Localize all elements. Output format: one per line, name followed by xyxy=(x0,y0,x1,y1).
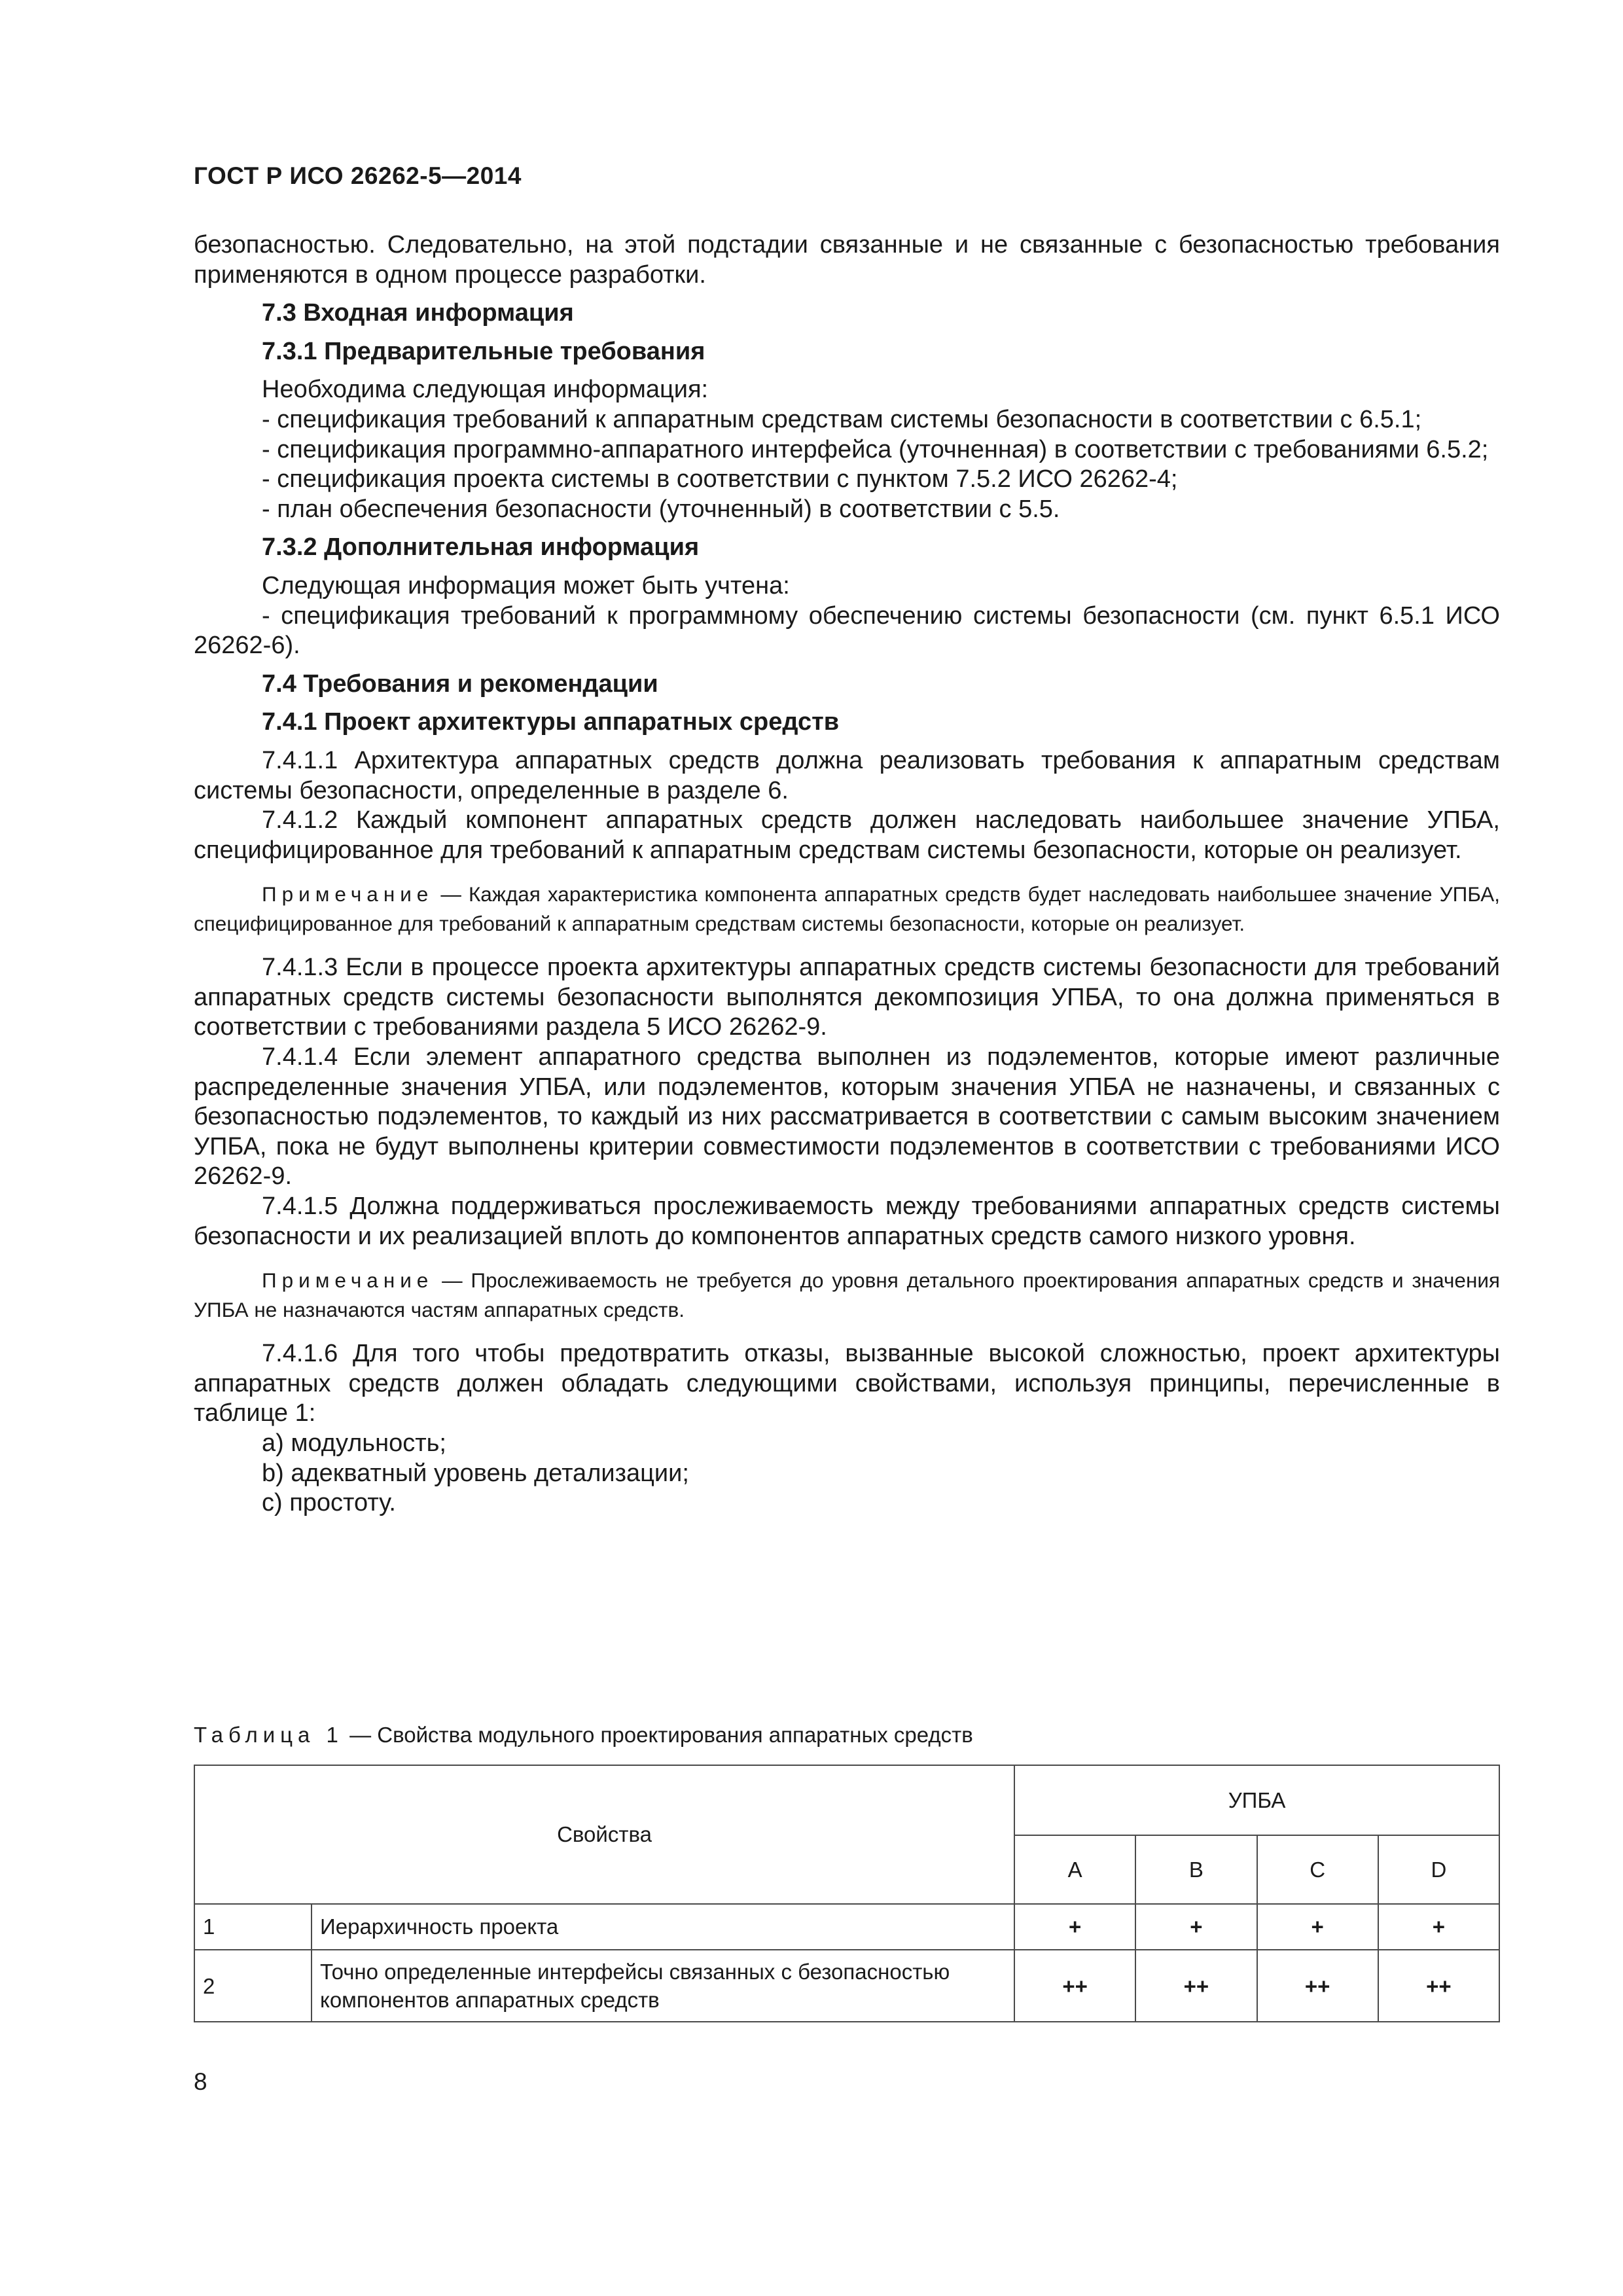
clause-7-4-1-2: 7.4.1.2 Каждый компонент аппаратных средств должен наследовать наибольшее значение УПБА, специфицированное для требований к аппаратным средствам системы безопасности, которые он реализует. xyxy=(194,806,1500,864)
header-properties: Свойства xyxy=(194,1765,1014,1904)
list-item: - спецификация требований к аппаратным средствам системы безопасности в соответствии с 6.5.1; xyxy=(262,405,1422,433)
list-item: c) простоту. xyxy=(262,1489,396,1517)
header-level-c: C xyxy=(1257,1835,1378,1904)
clause-7-4-1-5: 7.4.1.5 Должна поддерживаться прослеживаемость между требованиями аппаратных средств системы безопасности и их реализацией вплоть до компонентов аппаратных средств самого низкого уровня. xyxy=(194,1193,1500,1250)
table-row xyxy=(194,1904,1499,1950)
list-item: - спецификация требований к программному обеспечению системы безопасности (см. пункт 6.5.1 ИСО 26262-6). xyxy=(194,601,1500,660)
paragraph-intro: Следующая информация может быть учтена: xyxy=(262,571,790,600)
section-heading-7-3: 7.3 Входная информация xyxy=(262,299,574,327)
row-mark: + xyxy=(1257,1904,1378,1950)
list-item: - спецификация программно-аппаратного интерфейса (уточненная) в соответствии с требованиями 6.5.2; xyxy=(262,435,1489,463)
table-caption-label: Таблица 1 xyxy=(194,1723,344,1747)
list-item: a) модульность; xyxy=(262,1429,446,1457)
properties-table xyxy=(194,1765,1500,2022)
header-upba: УПБА xyxy=(1014,1765,1499,1835)
row-mark: ++ xyxy=(1135,1950,1257,2022)
page-number: 8 xyxy=(194,2068,207,2095)
section-heading-7-4-1: 7.4.1 Проект архитектуры аппаратных средств xyxy=(262,708,840,736)
table-caption xyxy=(194,1720,973,1749)
row-mark: + xyxy=(1378,1904,1499,1950)
row-number: 2 xyxy=(194,1950,312,2022)
list-item: - спецификация проекта системы в соответствии с пунктом 7.5.2 ИСО 26262-4; xyxy=(262,465,1178,493)
row-mark: ++ xyxy=(1378,1950,1499,2022)
note-label: Примечание xyxy=(262,882,434,906)
list-item: - план обеспечения безопасности (уточненный) в соответствии с 5.5. xyxy=(262,495,1060,523)
row-mark: ++ xyxy=(1014,1950,1135,2022)
table-row xyxy=(194,1950,1499,2022)
row-mark: ++ xyxy=(1257,1950,1378,2022)
paragraph-continuation: безопасностью. Следовательно, на этой подстадии связанные и не связанные с безопасностью требования применяются в одном процессе разработки. xyxy=(194,231,1500,289)
section-heading-7-3-2: 7.3.2 Дополнительная информация xyxy=(262,533,700,562)
body-text xyxy=(194,230,1500,1518)
table-caption-text: — Свойства модульного проектирования аппаратных средств xyxy=(343,1723,973,1747)
header-level-b: B xyxy=(1135,1835,1257,1904)
note-label: Примечание xyxy=(262,1268,434,1293)
clause-7-4-1-6: 7.4.1.6 Для того чтобы предотвратить отказы, вызванные высокой сложностью, проект архитектуры аппаратных средств должен обладать следующими свойствами, используя принципы, перечисленные в таблице 1: xyxy=(194,1340,1500,1427)
clause-7-4-1-1: 7.4.1.1 Архитектура аппаратных средств должна реализовать требования к аппаратным средствам системы безопасности, определенные в разделе 6. xyxy=(194,746,1500,804)
section-heading-7-3-1: 7.3.1 Предварительные требования xyxy=(262,337,705,365)
clause-7-4-1-3: 7.4.1.3 Если в процессе проекта архитектуры аппаратных средств системы безопасности для требований аппаратных средств системы безопасности выполнятся декомпозиция УПБА, то она должна применяться в соответствии с требованиями раздела 5 ИСО 26262-9. xyxy=(194,954,1500,1041)
row-property: Иерархичность проекта xyxy=(312,1904,1014,1950)
note xyxy=(194,880,1500,939)
paragraph-intro: Необходима следующая информация: xyxy=(262,376,709,404)
header-level-a: A xyxy=(1014,1835,1135,1904)
section-heading-7-4: 7.4 Требования и рекомендации xyxy=(262,670,658,698)
header-level-d: D xyxy=(1378,1835,1499,1904)
document-header: ГОСТ Р ИСО 26262-5—2014 xyxy=(194,162,522,189)
row-property: Точно определенные интерфейсы связанных с безопасностью компонентов аппаратных средств xyxy=(312,1950,1014,2022)
row-mark: + xyxy=(1135,1904,1257,1950)
row-mark: + xyxy=(1014,1904,1135,1950)
note-text: — Каждая характеристика компонента аппаратных средств будет наследовать наибольшее значение УПБА, специфицированное для требований к аппаратным средствам системы безопасности, которые он реализует. xyxy=(194,882,1500,936)
note xyxy=(194,1266,1500,1325)
note-text: — Прослеживаемость не требуется до уровня детального проектирования аппаратных средств и значения УПБА не назначаются частям аппаратных средств. xyxy=(194,1268,1500,1322)
row-number: 1 xyxy=(194,1904,312,1950)
table-header-row xyxy=(194,1765,1499,1835)
clause-7-4-1-4: 7.4.1.4 Если элемент аппаратного средства выполнен из подэлементов, которые имеют различные распределенные значения УПБА, или подэлементов, которым значения УПБА не назначены, и связанных с безопасностью подэлементов, то каждый из них рассматривается в соответствии с самым высоким значением УПБА, пока не будут выполнены критерии совместимости подэлементов в соответствии с требованиями ИСО 26262-9. xyxy=(194,1043,1500,1191)
list-item: b) адекватный уровень детализации; xyxy=(262,1459,689,1487)
